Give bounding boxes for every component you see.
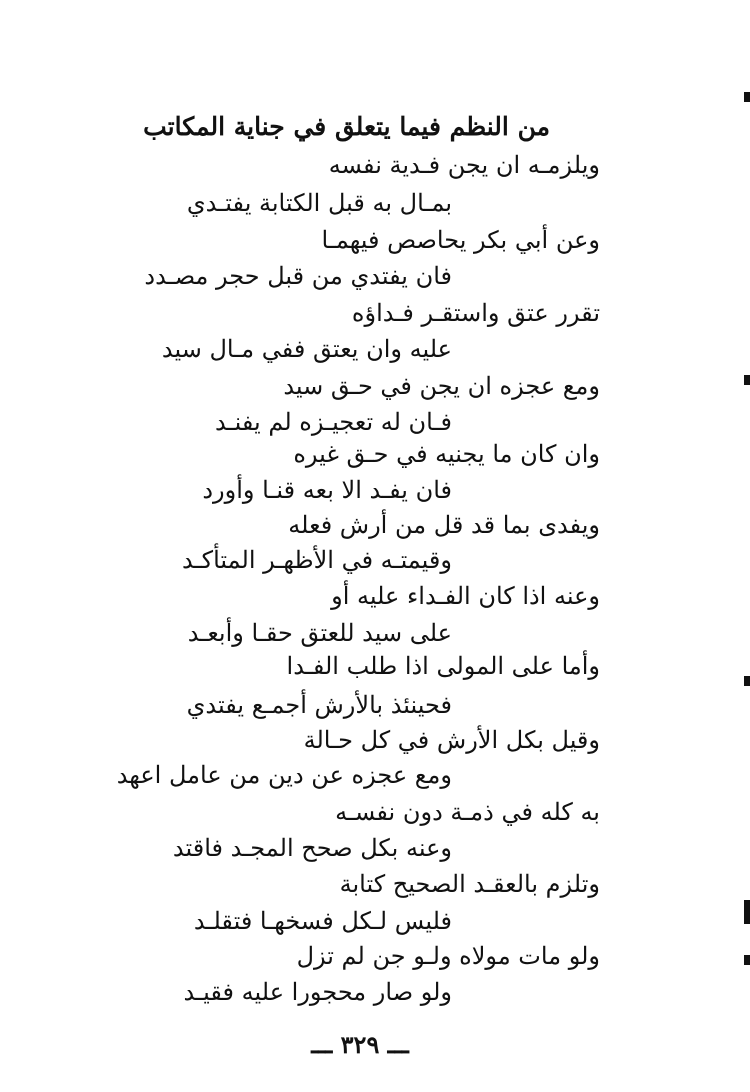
scan-edge-mark	[744, 900, 750, 924]
verse-line-9: وان كان ما يجنيه في حـق غيره	[293, 440, 600, 468]
verse-line-8: فـان له تعجيـزه لم يفنـد	[215, 408, 452, 436]
scan-edge-mark	[744, 92, 750, 102]
verse-line-19: به كله في ذمـة دون نفسـه	[335, 798, 600, 826]
verse-line-23: ولو مات مولاه ولـو جن لم تزل	[296, 942, 600, 970]
verse-line-1: ويلزمـه ان يجن فـدية نفسه	[328, 151, 600, 179]
page-number: ـــ ٣٢٩ ـــ	[311, 1030, 409, 1059]
verse-line-17: وقيل بكل الأرش في كل حـالة	[303, 726, 600, 754]
verse-line-16: فحينئذ بالأرش أجمـع يفتدي	[186, 691, 452, 719]
verse-line-12: وقيمتـه في الأظهـر المتأكـد	[182, 546, 452, 574]
verse-line-13: وعنه اذا كان الفـداء عليه أو	[331, 582, 600, 610]
verse-line-18: ومع عجزه عن دين من عامل اعهد	[116, 761, 452, 789]
scan-edge-mark	[744, 955, 750, 965]
verse-line-10: فان يفـد الا بعه قنـا وأورد	[202, 476, 452, 504]
verse-line-15: وأما على المولى اذا طلب الفـدا	[286, 652, 600, 680]
verse-line-11: ويفدى بما قد قل من أرش فعله	[288, 511, 600, 539]
scan-edge-mark	[744, 375, 750, 385]
verse-line-24: ولو صار محجورا عليه فقيـد	[183, 978, 452, 1006]
verse-line-20: وعنه بكل صحح المجـد فاقتد	[172, 834, 452, 862]
verse-line-7: ومع عجزه ان يجن في حـق سيد	[283, 372, 600, 400]
verse-line-22: فليس لـكل فسخهـا فتقلـد	[193, 907, 452, 935]
verse-line-3: وعن أبي بكر يحاصص فيهمـا	[321, 226, 600, 254]
scan-edge-mark	[744, 676, 750, 686]
verse-line-21: وتلزم بالعقـد الصحيح كتابة	[339, 870, 600, 898]
verse-line-6: عليه وان يعتق ففي مـال سيد	[161, 335, 452, 363]
verse-line-14: على سيد للعتق حقـا وأبعـد	[187, 619, 452, 647]
poem-title: من النظم فيما يتعلق في جناية المكاتب	[143, 112, 550, 141]
verse-line-4: فان يفتدي من قبل حجر مصـدد	[144, 262, 452, 290]
verse-line-2: بمـال به قبل الكتابة يفتـدي	[186, 189, 452, 217]
verse-line-5: تقرر عتق واستقـر فـداؤه	[351, 299, 600, 327]
